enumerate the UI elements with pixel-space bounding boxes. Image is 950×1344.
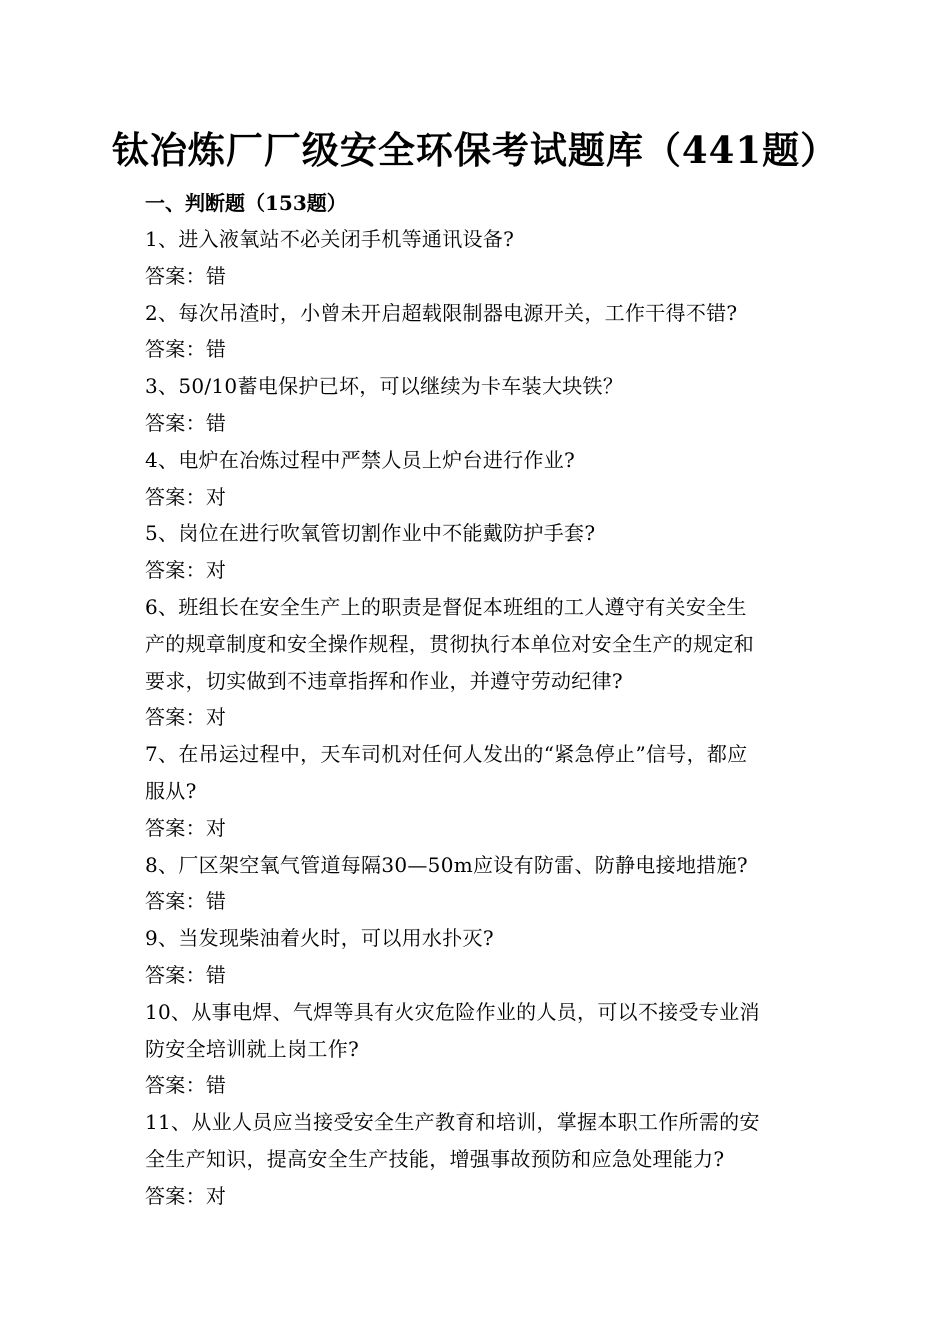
answer-label: 答案： [145,337,206,362]
answer-line [145,258,815,295]
answer-value: 错 [205,337,227,362]
question-text-line: 4、电炉在冶炼过程中严禁人员上炉台进行作业? [145,447,576,472]
answer-line [145,1178,815,1215]
answer-label: 答案： [145,705,206,730]
answer-value: 错 [205,1073,227,1098]
answer-value: 对 [205,705,227,730]
answer-value: 错 [205,263,227,288]
question-text-line: 要求，切实做到不违章指挥和作业，并遵守劳动纪律? [145,668,623,693]
answer-line [145,405,815,442]
answer-label: 答案： [145,1183,206,1208]
question-item [145,847,815,921]
answer-value: 错 [205,889,227,914]
question-item [145,515,815,589]
answer-value: 对 [205,1183,227,1208]
question-text-line: 服从? [145,778,197,803]
answer-label: 答案： [145,962,206,987]
answer-label: 答案： [145,484,206,509]
answer-value: 对 [205,558,227,583]
question-text-line: 3、50/10蓄电保护已坏，可以继续为卡车装大块铁？ [145,374,624,399]
answer-label: 答案： [145,889,206,914]
question-item [145,295,815,369]
answer-value: 对 [205,484,227,509]
document-title: 钛冶炼厂厂级安全环保考试题库（441题） [111,128,839,172]
answer-line [145,699,815,736]
answer-line [145,331,815,368]
question-list [145,221,815,1215]
answer-label: 答案： [145,558,206,583]
question-text-line: 全生产知识，提高安全生产技能，增强事故预防和应急处理能力? [145,1146,725,1171]
question-text-line: 2、每次吊渣时，小曾未开启超载限制器电源开关，工作干得不错? [145,300,738,325]
answer-line [145,810,815,847]
answer-label: 答案： [145,1073,206,1098]
question-text-line: 11、从业人员应当接受安全生产教育和培训，掌握本职工作所需的安 [145,1110,760,1135]
answer-line [145,479,815,516]
question-item [145,221,815,295]
question-text-line: 防安全培训就上岗工作? [145,1036,360,1061]
question-item [145,994,815,1104]
question-item [145,920,815,994]
answer-line [145,1067,815,1104]
answer-line [145,957,815,994]
question-text-line: 8、厂区架空氧气管道每隔30—50m应设有防雷、防静电接地措施? [145,852,748,877]
answer-line [145,883,815,920]
section-heading: 一、判断题（153题） [145,191,347,215]
answer-value: 错 [205,962,227,987]
question-item [145,368,815,442]
question-item [145,589,815,736]
answer-label: 答案： [145,815,206,840]
question-text-line: 5、岗位在进行吹氧管切割作业中不能戴防护手套? [145,521,596,546]
question-text-line: 7、在吊运过程中，天车司机对任何人发出的“紧急停止”信号，都应 [145,742,748,767]
answer-value: 对 [205,815,227,840]
question-item [145,736,815,846]
answer-label: 答案： [145,410,206,435]
question-text-line: 1、进入液氧站不必关闭手机等通讯设备? [145,227,515,251]
question-text-line: 9、当发现柴油着火时，可以用水扑灭? [145,926,494,951]
answer-value: 错 [205,410,227,435]
document-body [145,185,815,1215]
question-item [145,442,815,516]
question-text-line: 产的规章制度和安全操作规程，贯彻执行本单位对安全生产的规定和 [145,631,754,656]
answer-line [145,552,815,589]
question-item [145,1104,815,1214]
question-text-line: 6、班组长在安全生产上的职责是督促本班组的工人遵守有关安全生 [145,594,747,619]
question-text-line: 10、从事电焊、气焊等具有火灾危险作业的人员，可以不接受专业消 [145,999,760,1024]
answer-label: 答案： [145,263,206,288]
